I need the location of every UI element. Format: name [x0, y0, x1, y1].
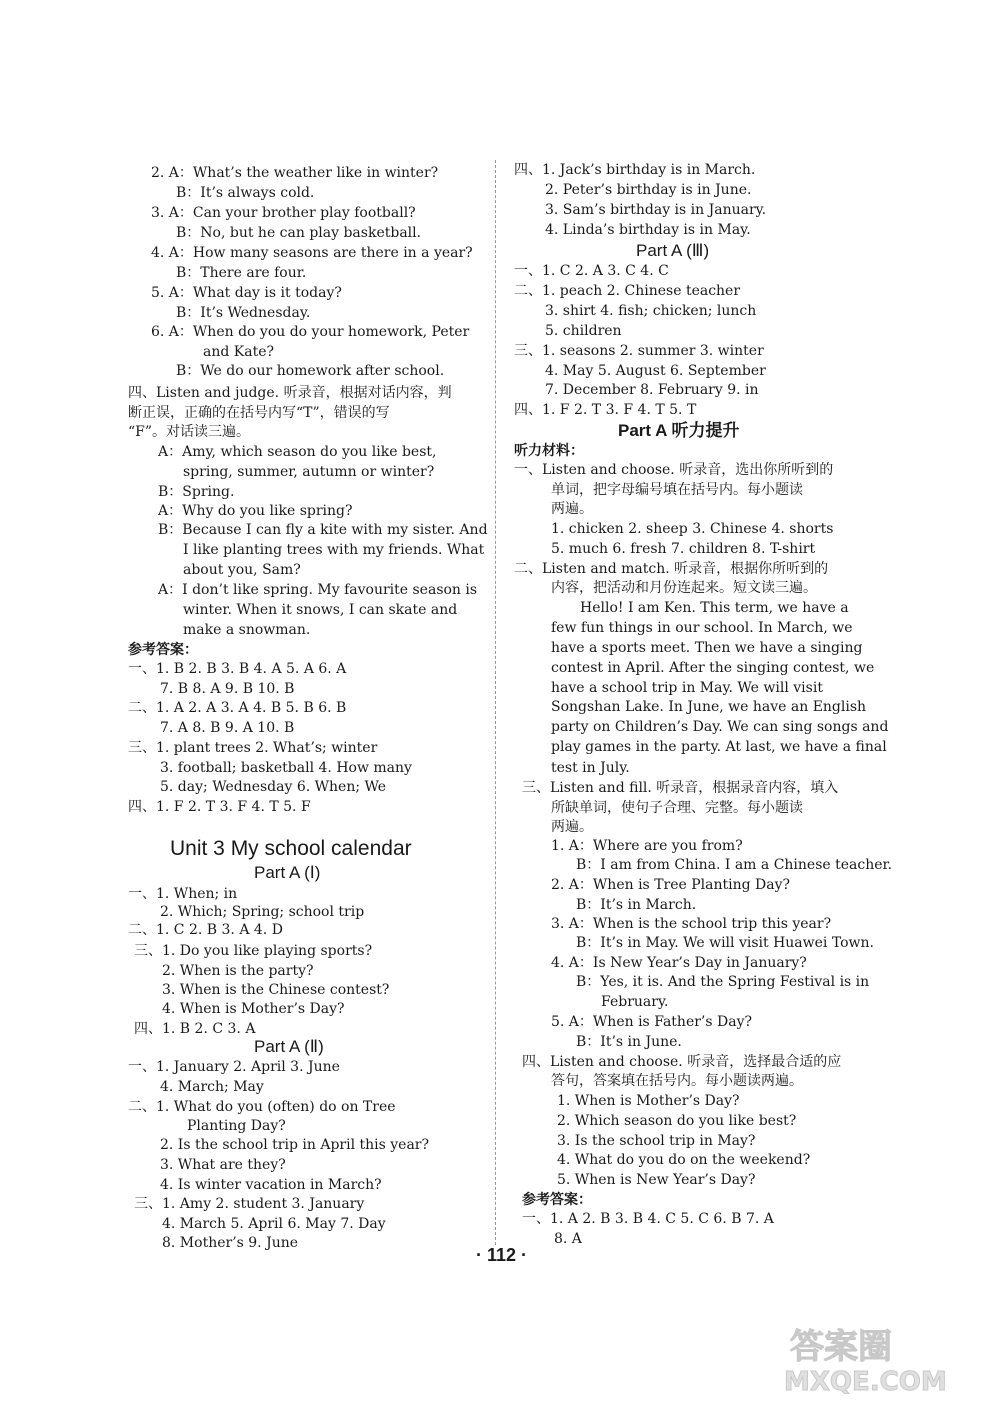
text-line: 8. A: [554, 1231, 582, 1247]
text-line: 3. Sam’s birthday is in January.: [545, 202, 767, 218]
page-number: · 112 ·: [476, 1245, 528, 1265]
watermark-bottom-text: MXQE.COM: [784, 1367, 947, 1394]
text-line: 4. When is Mother’s Day?: [162, 1001, 345, 1017]
text-line: 2. When is the party?: [162, 963, 314, 979]
text-line: 一、Listen and choose. 听录音，选出你所听到的: [514, 462, 834, 478]
text-line: winter. When it snows, I can skate and: [183, 602, 458, 618]
text-line: 5. much 6. fresh 7. children 8. T-shirt: [551, 541, 816, 557]
text-line: A：Amy, which season do you like best,: [158, 444, 437, 460]
text-line: 四、1. B 2. C 3. A: [134, 1021, 256, 1037]
text-line: B：There are four.: [176, 265, 307, 281]
watermark-top-text: 答案圈: [790, 1327, 892, 1367]
text-line: 4. A：Is New Year’s Day in January?: [551, 955, 807, 971]
text-line: 四、Listen and judge. 听录音，根据对话内容，判: [128, 385, 452, 401]
text-line: B：It’s Wednesday.: [176, 305, 311, 321]
text-line: 三、Listen and fill. 听录音，根据录音内容，填入: [522, 780, 839, 796]
text-line: B：Because I can fly a kite with my sister. And: [158, 522, 488, 538]
text-line: 二、1. peach 2. Chinese teacher: [514, 283, 741, 299]
text-line: 7. A 8. B 9. A 10. B: [160, 720, 295, 736]
text-line: about you, Sam?: [183, 562, 301, 578]
text-line: 2. Is the school trip in April this year?: [160, 1137, 429, 1153]
text-line: 2. Peter’s birthday is in June.: [545, 182, 752, 198]
section-heading-part-a-1: Part A (Ⅰ): [254, 863, 321, 882]
text-line: 参考答案：: [522, 1192, 592, 1208]
text-line: 1. chicken 2. sheep 3. Chinese 4. shorts: [551, 521, 834, 537]
text-line: 四、Listen and choose. 听录音，选择最合适的应: [522, 1054, 842, 1070]
section-heading-part-a-2: Part A (Ⅱ): [254, 1037, 324, 1056]
section-heading-part-a-listening: Part A 听力提升: [618, 421, 740, 440]
text-line: B：I am from China. I am a Chinese teacher.: [576, 857, 893, 873]
text-line: 4. A：How many seasons are there in a year?: [151, 245, 473, 261]
text-line: make a snowman.: [183, 622, 311, 638]
text-line: 三、1. Amy 2. student 3. January: [134, 1196, 365, 1212]
text-line: 3. A：Can your brother play football?: [151, 205, 416, 221]
text-line: B：Yes, it is. And the Spring Festival is in: [576, 974, 870, 990]
text-line: contest in April. After the singing contest, we: [551, 660, 875, 676]
text-line: 二、1. C 2. B 3. A 4. D: [128, 922, 283, 938]
text-line: test in July.: [551, 760, 630, 776]
text-line: 5. A：What day is it today?: [151, 285, 342, 301]
text-line: 三、1. seasons 2. summer 3. winter: [514, 343, 764, 359]
text-line: 4. March; May: [160, 1079, 264, 1095]
text-line: 一、1. A 2. B 3. B 4. C 5. C 6. B 7. A: [522, 1211, 774, 1227]
text-line: 二、Listen and match. 听录音，根据你所听到的: [514, 561, 829, 577]
text-line: 4. Linda’s birthday is in May.: [545, 222, 751, 238]
text-line: B：It’s in June.: [576, 1034, 682, 1050]
text-line: 所缺单词，使句子合理、完整。每小题读: [551, 800, 803, 816]
text-line: 3. What are they?: [160, 1157, 286, 1173]
text-line: party on Children’s Day. We can sing songs and: [551, 719, 889, 735]
text-line: spring, summer, autumn or winter?: [183, 464, 435, 480]
text-line: 三、1. Do you like playing sports?: [134, 943, 373, 959]
text-line: 3. A：When is the school trip this year?: [551, 916, 832, 932]
text-line: B：It’s in May. We will visit Huawei Town.: [576, 935, 874, 951]
text-line: B：No, but he can play basketball.: [176, 225, 422, 241]
text-line: 两遍。: [551, 501, 593, 517]
text-line: 2. A：When is Tree Planting Day?: [551, 877, 791, 893]
text-line: play games in the party. At last, we have a final: [551, 739, 887, 755]
text-line: 断正误，正确的在括号内写“T”，错误的写: [128, 405, 390, 421]
text-line: few fun things in our school. In March, we: [551, 620, 853, 636]
text-line: A：I don’t like spring. My favourite season is: [158, 582, 478, 598]
text-line: 4. What do you do on the weekend?: [557, 1152, 811, 1168]
section-heading-part-a-3: Part A (Ⅲ): [636, 241, 710, 260]
text-line: Planting Day?: [187, 1118, 286, 1134]
text-line: 参考答案：: [128, 642, 198, 658]
text-line: 两遍。: [551, 819, 593, 835]
text-line: 四、1. F 2. T 3. F 4. T 5. T: [514, 402, 697, 418]
text-line: 2. Which; Spring; school trip: [160, 904, 365, 920]
text-line: 5. When is New Year’s Day?: [557, 1172, 756, 1188]
text-line: 1. A：Where are you from?: [551, 838, 743, 854]
text-line: 2. Which season do you like best?: [557, 1113, 797, 1129]
text-line: 3. When is the Chinese contest?: [162, 982, 390, 998]
text-line: 6. A：When do you do your homework, Peter: [151, 324, 470, 340]
text-line: 四、1. Jack’s birthday is in March.: [514, 162, 756, 178]
text-line: 3. shirt 4. fish; chicken; lunch: [545, 303, 757, 319]
watermark-logo: [776, 1322, 992, 1394]
text-line: and Kate?: [203, 344, 274, 360]
text-line: 一、1. B 2. B 3. B 4. A 5. A 6. A: [128, 661, 347, 677]
text-line: February.: [601, 994, 669, 1010]
text-line: 2. A：What’s the weather like in winter?: [151, 165, 439, 181]
text-line: B：We do our homework after school.: [176, 363, 445, 379]
text-line: 3. football; basketball 4. How many: [160, 760, 412, 776]
text-line: 听力材料：: [514, 443, 584, 459]
unit-title: Unit 3 My school calendar: [170, 837, 412, 860]
text-line: B：Spring.: [158, 484, 235, 500]
text-line: 一、1. When; in: [128, 886, 238, 902]
text-line: I like planting trees with my friends. What: [183, 542, 485, 558]
text-line: B：It’s in March.: [576, 897, 697, 913]
text-line: 4. Is winter vacation in March?: [160, 1177, 382, 1193]
text-line: 3. Is the school trip in May?: [557, 1133, 756, 1149]
text-line: 单词，把字母编号填在括号内。每小题读: [551, 482, 803, 498]
text-line: 四、1. F 2. T 3. F 4. T 5. F: [128, 799, 311, 815]
text-line: have a sports meet. Then we have a singing: [551, 640, 863, 656]
text-line: 一、1. January 2. April 3. June: [128, 1059, 340, 1075]
text-line: 一、1. C 2. A 3. C 4. C: [514, 263, 669, 279]
text-line: 5. children: [545, 323, 622, 339]
text-line: 二、1. A 2. A 3. A 4. B 5. B 6. B: [128, 700, 347, 716]
text-line: “F”。对话读三遍。: [128, 424, 251, 440]
text-line: 三、1. plant trees 2. What’s; winter: [128, 740, 378, 756]
text-line: 答句，答案填在括号内。每小题读两遍。: [551, 1073, 803, 1089]
text-line: 5. day; Wednesday 6. When; We: [160, 779, 387, 795]
text-line: Hello! I am Ken. This term, we have a: [580, 600, 849, 616]
text-line: 7. B 8. A 9. B 10. B: [160, 681, 295, 697]
text-line: 内容，把活动和月份连起来。短文读三遍。: [551, 580, 817, 596]
text-line: 1. When is Mother’s Day?: [557, 1093, 740, 1109]
text-line: B：It’s always cold.: [176, 185, 315, 201]
column-divider: [495, 160, 496, 1245]
text-line: have a school trip in May. We will visit: [551, 680, 823, 696]
text-line: 7. December 8. February 9. in: [545, 382, 759, 398]
text-line: Songshan Lake. In June, we have an English: [551, 699, 867, 715]
text-line: A：Why do you like spring?: [158, 503, 353, 519]
text-line: 5. A：When is Father’s Day?: [551, 1014, 752, 1030]
text-line: 4. March 5. April 6. May 7. Day: [162, 1216, 386, 1232]
text-line: 4. May 5. August 6. September: [545, 363, 766, 379]
text-line: 8. Mother’s 9. June: [162, 1235, 299, 1251]
text-line: 二、1. What do you (often) do on Tree: [128, 1099, 396, 1115]
